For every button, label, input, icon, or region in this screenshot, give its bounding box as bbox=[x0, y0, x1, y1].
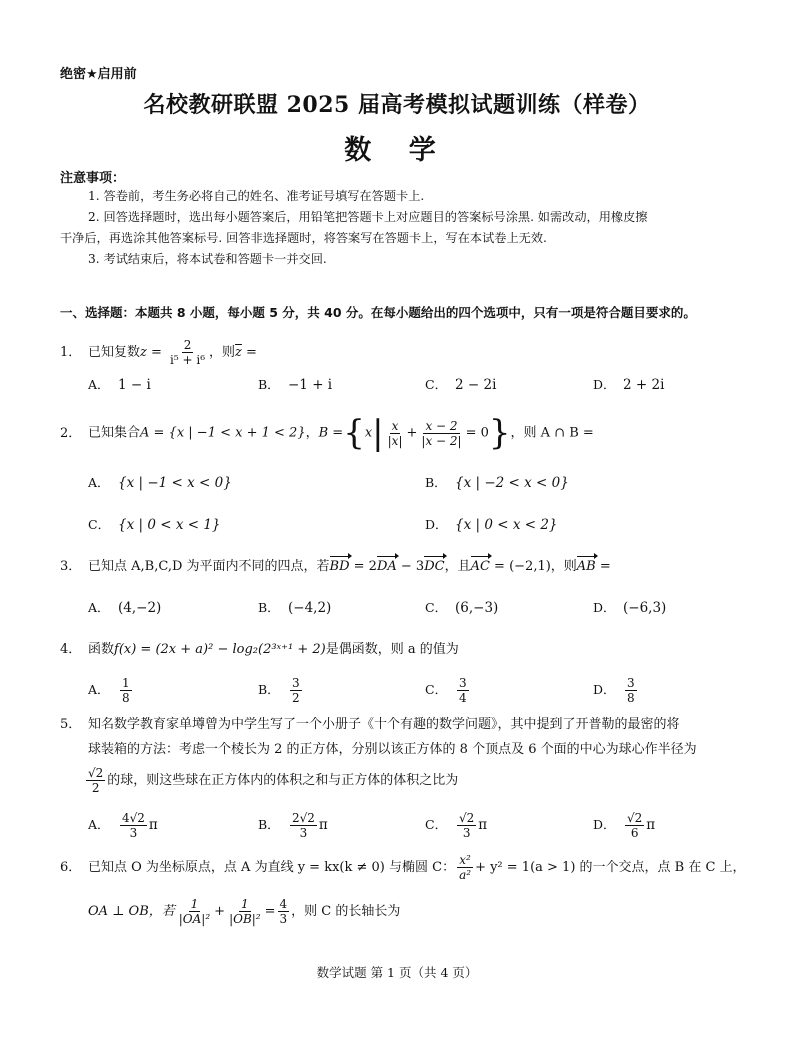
q2-option-d bbox=[425, 515, 558, 533]
question-5-line-2: 球装箱的方法：考虑一个棱长为 2 的正方体，分别以该正方体的 8 个顶点及 6 个面的中心为球心作半径为 bbox=[88, 742, 697, 757]
question-text: 已知复数 bbox=[88, 345, 141, 360]
q1-option-b bbox=[258, 375, 332, 393]
subject-title: 数 学 bbox=[344, 135, 450, 166]
notice-item-2a: 2. 回答选择题时，选出每小题答案后，用铅笔把答题卡上对应题目的答案标号涂黑. 如需改动，用橡皮擦 bbox=[88, 210, 648, 224]
fraction-numerator: 2√2 bbox=[292, 811, 315, 825]
question-text: = (−2,1)，则 bbox=[489, 559, 577, 574]
open-brace-icon: { bbox=[343, 413, 365, 453]
fraction-numerator: √2 bbox=[88, 766, 104, 780]
question-5-line-3 bbox=[84, 766, 458, 795]
option-label: C． bbox=[425, 377, 448, 392]
exam-title: 名校教研联盟 2025 届高考模拟试题训练（样卷） bbox=[143, 92, 651, 118]
fraction bbox=[120, 676, 132, 705]
q5-option-a bbox=[88, 811, 158, 840]
option-label: B． bbox=[258, 600, 280, 615]
option-label: A． bbox=[88, 600, 110, 615]
option-label: C． bbox=[88, 517, 111, 532]
q5-option-d bbox=[593, 811, 655, 840]
question-text: OA ⊥ OB，若 bbox=[88, 904, 175, 919]
fraction-numerator: x − 2 bbox=[425, 418, 458, 433]
vector-bd: BD bbox=[329, 559, 350, 574]
question-3 bbox=[60, 558, 611, 576]
page-footer: 数学试题 第 1 页（共 4 页） bbox=[316, 965, 478, 980]
notice-heading: 注意事项： bbox=[60, 171, 126, 186]
option-label: B． bbox=[425, 475, 447, 490]
q5-option-c bbox=[425, 811, 487, 840]
option-label: D． bbox=[425, 517, 448, 532]
q4-option-d bbox=[593, 676, 639, 705]
option-label: D． bbox=[593, 817, 616, 832]
fraction-numerator: 1 bbox=[122, 676, 130, 690]
fraction bbox=[168, 338, 207, 367]
option-label: D． bbox=[593, 600, 616, 615]
fraction-denominator: 3 bbox=[462, 826, 471, 840]
q3-option-b bbox=[258, 598, 331, 616]
fraction-denominator: i⁵ + i⁶ bbox=[170, 353, 206, 367]
function-expression: f(x) = (2x + a)² − log₂(2³ˣ⁺¹ + 2) bbox=[114, 642, 326, 657]
option-label: A． bbox=[88, 377, 110, 392]
question-text: 函数 bbox=[88, 642, 115, 657]
fraction-numerator: 4 bbox=[279, 897, 288, 911]
question-text: 已知点 A,B,C,D 为平面内不同的四点，若 bbox=[88, 559, 330, 574]
vector-da: DA bbox=[376, 559, 397, 574]
fraction-denominator: 3 bbox=[129, 826, 138, 840]
fraction-denominator: 2 bbox=[91, 781, 100, 795]
fraction bbox=[227, 897, 263, 926]
math-op: = bbox=[146, 345, 167, 360]
fraction bbox=[290, 676, 302, 705]
separator: ， bbox=[305, 425, 319, 441]
fraction bbox=[625, 676, 637, 705]
math-var: x bbox=[364, 425, 373, 441]
fraction-denominator: 2 bbox=[292, 691, 300, 705]
q1-option-d bbox=[593, 375, 664, 393]
option-text: 2 + 2i bbox=[623, 377, 665, 393]
q4-option-b bbox=[258, 676, 304, 705]
q3-option-a bbox=[88, 598, 161, 616]
option-text: {x | 0 < x < 1} bbox=[118, 517, 221, 533]
fraction bbox=[457, 811, 476, 840]
option-label: A． bbox=[88, 682, 110, 697]
option-label: B． bbox=[258, 817, 280, 832]
fraction-numerator: 3 bbox=[627, 676, 635, 690]
fraction-denominator: |OB|² bbox=[229, 912, 261, 926]
fraction-denominator: |OA|² bbox=[178, 912, 211, 926]
option-text: 2 − 2i bbox=[455, 377, 497, 393]
set-b-label: B = bbox=[318, 425, 344, 441]
option-label: C． bbox=[425, 817, 448, 832]
notice-item-2b: 干净后，再选涂其他答案标号. 回答非选择题时，将答案写在答题卡上，写在本试卷上无效. bbox=[60, 231, 547, 245]
q3-option-c bbox=[425, 598, 498, 616]
question-2 bbox=[60, 413, 594, 453]
vector-ac: AC bbox=[470, 559, 490, 574]
math-op: = bbox=[241, 345, 257, 360]
question-text: 知名数学教育家单墫曾为中学生写了一个小册子《十个有趣的数学问题》，其中提到了开普勒的最密的将 bbox=[88, 717, 680, 732]
fraction-numerator: √2 bbox=[627, 811, 643, 825]
option-text: (4,−2) bbox=[118, 600, 162, 616]
option-label: C． bbox=[425, 682, 448, 697]
fraction-denominator: 4 bbox=[459, 691, 467, 705]
fraction-numerator: 4√2 bbox=[122, 811, 145, 825]
fraction-denominator: 3 bbox=[279, 912, 288, 926]
question-text: ，且 bbox=[444, 559, 471, 574]
option-text: {x | 0 < x < 2} bbox=[455, 517, 558, 533]
vector-dc: DC bbox=[424, 559, 445, 574]
question-number: 2． bbox=[60, 425, 82, 441]
notice-item-3: 3. 考试结束后，将本试卷和答题卡一并交回. bbox=[88, 252, 327, 266]
fraction bbox=[386, 419, 405, 448]
question-number: 3． bbox=[60, 559, 82, 574]
option-text: −1 + i bbox=[288, 377, 333, 393]
math-var: z bbox=[140, 345, 147, 360]
option-label: B． bbox=[258, 682, 280, 697]
q1-option-a bbox=[88, 375, 151, 393]
q2-option-c bbox=[88, 515, 221, 533]
fraction bbox=[86, 766, 105, 795]
option-text: (−6,3) bbox=[623, 600, 667, 616]
fraction bbox=[290, 811, 317, 840]
option-label: D． bbox=[593, 682, 616, 697]
fraction-numerator: x² bbox=[459, 853, 471, 867]
question-text: 的球，则这些球在正方体内的体积之和与正方体的体积之比为 bbox=[107, 773, 459, 788]
question-5-line-1 bbox=[60, 716, 680, 734]
question-text: 已知集合 bbox=[88, 425, 141, 441]
fraction-denominator: 8 bbox=[122, 691, 130, 705]
option-text: 1 − i bbox=[118, 377, 151, 393]
pi-symbol: π bbox=[646, 817, 656, 833]
pi-symbol: π bbox=[318, 817, 328, 833]
question-text: 已知点 O 为坐标原点，点 A 为直线 y = kx(k ≠ 0) 与椭圆 C： bbox=[88, 860, 456, 875]
option-label: C． bbox=[425, 600, 448, 615]
q2-option-a bbox=[88, 473, 232, 491]
question-number: 1． bbox=[60, 345, 82, 360]
fraction-numerator: 1 bbox=[241, 897, 249, 911]
fraction-numerator: x bbox=[391, 418, 399, 433]
option-text: {x | −2 < x < 0} bbox=[455, 475, 569, 491]
math-op: = 2 bbox=[349, 559, 377, 574]
option-label: A． bbox=[88, 475, 110, 490]
question-1 bbox=[60, 338, 257, 367]
fraction bbox=[457, 676, 469, 705]
math-op: + bbox=[406, 425, 418, 441]
math-op: = bbox=[595, 559, 611, 574]
option-text: (6,−3) bbox=[455, 600, 499, 616]
question-text: + y² = 1(a > 1) 的一个交点，点 B 在 C 上， bbox=[475, 860, 746, 875]
option-text: {x | −1 < x < 0} bbox=[118, 475, 232, 491]
fraction-denominator: 6 bbox=[630, 826, 639, 840]
fraction-numerator: 2 bbox=[183, 338, 192, 352]
option-label: D． bbox=[593, 377, 616, 392]
q3-option-d bbox=[593, 598, 666, 616]
q4-option-a bbox=[88, 676, 134, 705]
fraction-denominator: |x| bbox=[387, 433, 403, 448]
section-heading: 一、选择题：本题共 8 小题，每小题 5 分，共 40 分。在每小题给出的四个选项中，只有一项是符合题目要求的。 bbox=[60, 305, 696, 320]
fraction-denominator: 8 bbox=[627, 691, 635, 705]
conjugate-var: $\overline{z}$ bbox=[235, 345, 242, 360]
question-number: 5． bbox=[60, 717, 82, 732]
fraction-numerator: 3 bbox=[459, 676, 467, 690]
pi-symbol: π bbox=[478, 817, 488, 833]
fraction-denominator: a² bbox=[459, 868, 472, 882]
question-text: ，则 A ∩ B = bbox=[510, 425, 594, 441]
question-text: ，则 C 的长轴长为 bbox=[291, 904, 401, 919]
question-text: 是偶函数，则 a 的值为 bbox=[325, 642, 459, 657]
q2-option-b bbox=[425, 473, 569, 491]
vector-ab: AB bbox=[576, 559, 596, 574]
question-6-line-1 bbox=[60, 853, 746, 882]
math-op: + bbox=[214, 904, 226, 919]
q5-option-b bbox=[258, 811, 328, 840]
question-number: 4． bbox=[60, 642, 82, 657]
pi-symbol: π bbox=[148, 817, 158, 833]
fraction bbox=[278, 897, 290, 926]
option-label: B． bbox=[258, 377, 280, 392]
fraction bbox=[120, 811, 147, 840]
option-text: (−4,2) bbox=[288, 600, 332, 616]
fraction bbox=[177, 897, 212, 926]
notice-item-1: 1. 答卷前，考生务必将自己的姓名、准考证号填写在答题卡上. bbox=[88, 189, 425, 203]
fraction-numerator: 3 bbox=[292, 676, 300, 690]
set-a: A = {x | −1 < x + 1 < 2} bbox=[140, 425, 306, 441]
close-brace-icon: } bbox=[488, 413, 511, 453]
math-op: = bbox=[264, 904, 276, 919]
confidential-label: 绝密★启用前 bbox=[60, 67, 137, 82]
vertical-bar-icon: | bbox=[372, 413, 384, 453]
math-op: = 0 bbox=[465, 425, 489, 441]
fraction-denominator: 3 bbox=[299, 826, 308, 840]
fraction-numerator: √2 bbox=[459, 811, 475, 825]
question-6-line-2 bbox=[88, 897, 400, 926]
fraction bbox=[625, 811, 644, 840]
fraction bbox=[457, 853, 473, 882]
question-number: 6． bbox=[60, 860, 82, 875]
q4-option-c bbox=[425, 676, 471, 705]
fraction bbox=[419, 419, 463, 448]
math-op: − 3 bbox=[396, 559, 425, 574]
option-label: A． bbox=[88, 817, 110, 832]
fraction-denominator: |x − 2| bbox=[421, 433, 462, 448]
question-text: ，则 bbox=[209, 345, 236, 360]
fraction-numerator: 1 bbox=[190, 897, 199, 911]
q1-option-c bbox=[425, 375, 496, 393]
question-4 bbox=[60, 641, 459, 659]
